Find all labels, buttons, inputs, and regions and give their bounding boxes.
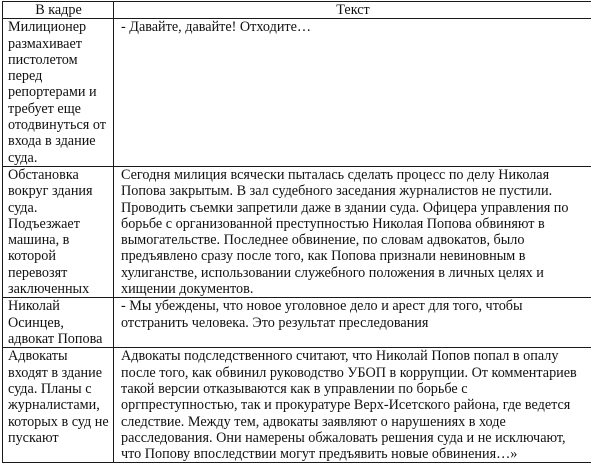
text-cell: - Давайте, давайте! Отходите… [114,19,591,167]
script-table [2,1,591,463]
text-cell: Адвокаты подследственного считают, что Николай Попов попал в опалу после того, как обвинил руководство УБОП в коррупции. От комментариев такой версии отказываются как в управлении по борьбе с оргпреступностью, так и прокуратуре Верх-Исетского района, где ведется следствие. Между тем, адвокаты заявляют о нарушениях в ходе расследования. Они намерены обжаловать решения суда и не исключают, что Попову впоследствии могут предъявить новые обвинения…» [114,348,591,463]
table-row [3,166,591,297]
column-header-text: Текст [114,2,591,19]
table-row [3,348,591,463]
scene-cell: Милиционер размахивает пистолетом перед репортерами и требует еще отодвинуться от входа в здание суда. [3,19,114,167]
table-row [3,19,591,167]
scene-cell: Адвокаты входят в здание суда. Планы с журналистами, которых в суд не пускают [3,348,114,463]
column-header-scene: В кадре [3,2,114,19]
scene-cell: Николай Осинцев, адвокат Попова [3,298,114,348]
text-cell: Сегодня милиция всячески пыталась сделать процесс по делу Николая Попова закрытым. В зал судебного заседания журналистов не пустили. Проводить съемки запретили даже в здании суда. Офицера управления по борьбе с организованной преступностью Николая Попова обвиняют в вымогательстве. Последнее обвинение, по словам адвокатов, было предъявлено сразу после того, как Попова признали невиновным в хулиганстве, использовании служебного положения в личных целях и хищении документов. [114,166,591,297]
header-row [3,2,591,19]
text-cell: - Мы убеждены, что новое уголовное дело и арест для того, чтобы отстранить человека. Это результат преследования [114,298,591,348]
scene-cell: Обстановка вокруг здания суда. Подъезжает машина, в которой перевозят заключенных [3,166,114,297]
table-row [3,298,591,348]
